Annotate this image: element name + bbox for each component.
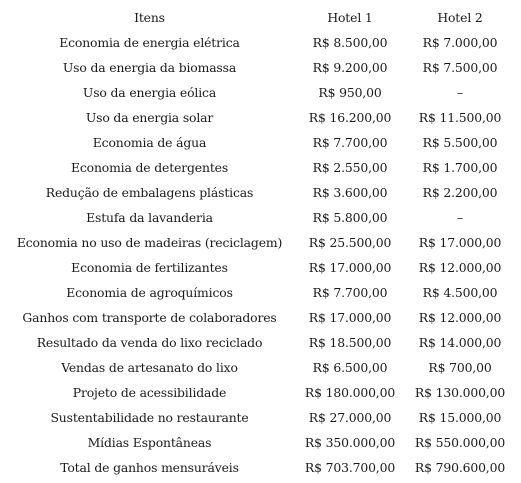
cell-hotel-2: R$ 4.500,00 [422, 285, 498, 300]
cell-hotel-1: R$ 3.600,00 [312, 185, 388, 200]
gains-table [3, 5, 516, 480]
table-row [3, 280, 516, 305]
cell-item: Redução de embalagens plásticas [45, 185, 254, 200]
header-row [3, 5, 516, 30]
table-row [3, 30, 516, 55]
table-row [3, 230, 516, 255]
table-row-total [3, 455, 516, 480]
table-row [3, 205, 516, 230]
cell-hotel-2: R$ 17.000,00 [418, 235, 502, 250]
cell-item: Economia de água [92, 135, 207, 150]
table-row [3, 355, 516, 380]
table-row [3, 305, 516, 330]
header-itens: Itens [134, 10, 165, 25]
cell-hotel-1: R$ 7.700,00 [312, 135, 388, 150]
cell-hotel-2: R$ 12.000,00 [418, 310, 502, 325]
table-row [3, 255, 516, 280]
cell-item: Economia de agroquímicos [66, 285, 233, 300]
cell-hotel-2: R$ 7.500,00 [422, 60, 498, 75]
cell-item: Uso da energia da biomassa [62, 60, 237, 75]
cell-item: Resultado da venda do lixo reciclado [36, 335, 263, 350]
cell-hotel-2: R$ 12.000,00 [418, 260, 502, 275]
cell-item: Uso da energia solar [85, 110, 214, 125]
cell-hotel-2: – [456, 85, 464, 100]
cell-hotel-2: R$ 15.000,00 [418, 410, 502, 425]
cell-hotel-1: R$ 16.200,00 [308, 110, 392, 125]
cell-item: Economia de energia elétrica [59, 35, 240, 50]
cell-hotel-1: R$ 8.500,00 [312, 35, 388, 50]
cell-hotel-2: R$ 2.200,00 [422, 185, 498, 200]
table-header [3, 5, 516, 30]
table-row [3, 405, 516, 430]
cell-hotel-1: R$ 6.500,00 [312, 360, 388, 375]
table-body [3, 30, 516, 480]
table-row [3, 430, 516, 455]
cell-hotel-1: R$ 2.550,00 [312, 160, 388, 175]
table-row [3, 55, 516, 80]
cell-hotel-2: R$ 550.000,00 [414, 435, 506, 450]
table-row [3, 180, 516, 205]
cell-item: Ganhos com transporte de colaboradores [22, 310, 277, 325]
cell-hotel-1: R$ 703.700,00 [304, 460, 396, 475]
cell-hotel-1: R$ 350.000,00 [304, 435, 396, 450]
cell-hotel-2: R$ 5.500,00 [422, 135, 498, 150]
cell-hotel-1: R$ 7.700,00 [312, 285, 388, 300]
cell-item: Economia no uso de madeiras (reciclagem) [16, 235, 283, 250]
cell-hotel-1: R$ 25.500,00 [308, 235, 392, 250]
cell-item: Uso da energia eólica [82, 85, 217, 100]
cell-hotel-1: R$ 17.000,00 [308, 310, 392, 325]
cell-hotel-1: R$ 27.000,00 [308, 410, 392, 425]
table-row [3, 80, 516, 105]
cell-item: Mídias Espontâneas [87, 435, 212, 450]
cell-hotel-1: R$ 180.000,00 [304, 385, 396, 400]
table-row [3, 105, 516, 130]
cell-item: Total de ganhos mensuráveis [60, 460, 239, 475]
header-hotel-2: Hotel 2 [437, 10, 483, 25]
cell-hotel-1: R$ 17.000,00 [308, 260, 392, 275]
table-row [3, 155, 516, 180]
cell-item: Projeto de acessibilidade [72, 385, 227, 400]
cell-hotel-2: R$ 14.000,00 [418, 335, 502, 350]
cell-hotel-1: R$ 950,00 [318, 85, 382, 100]
cell-hotel-2: R$ 11.500,00 [418, 110, 502, 125]
cell-item: Economia de detergentes [70, 160, 229, 175]
cell-hotel-2: R$ 7.000,00 [422, 35, 498, 50]
cell-item: Estufa da lavanderia [86, 210, 213, 225]
cell-item: Vendas de artesanato do lixo [61, 360, 238, 375]
cell-hotel-1: R$ 18.500,00 [308, 335, 392, 350]
cell-hotel-2: R$ 1.700,00 [422, 160, 498, 175]
cell-hotel-1: R$ 9.200,00 [312, 60, 388, 75]
cell-hotel-1: R$ 5.800,00 [312, 210, 388, 225]
cell-item: Economia de fertilizantes [71, 260, 228, 275]
cell-hotel-2: R$ 790.600,00 [414, 460, 506, 475]
cell-hotel-2: R$ 700,00 [428, 360, 492, 375]
table-row [3, 380, 516, 405]
table-row [3, 330, 516, 355]
cell-item: Sustentabilidade no restaurante [50, 410, 249, 425]
cell-hotel-2: – [456, 210, 464, 225]
cell-hotel-2: R$ 130.000,00 [414, 385, 506, 400]
table-row [3, 130, 516, 155]
header-hotel-1: Hotel 1 [327, 10, 373, 25]
